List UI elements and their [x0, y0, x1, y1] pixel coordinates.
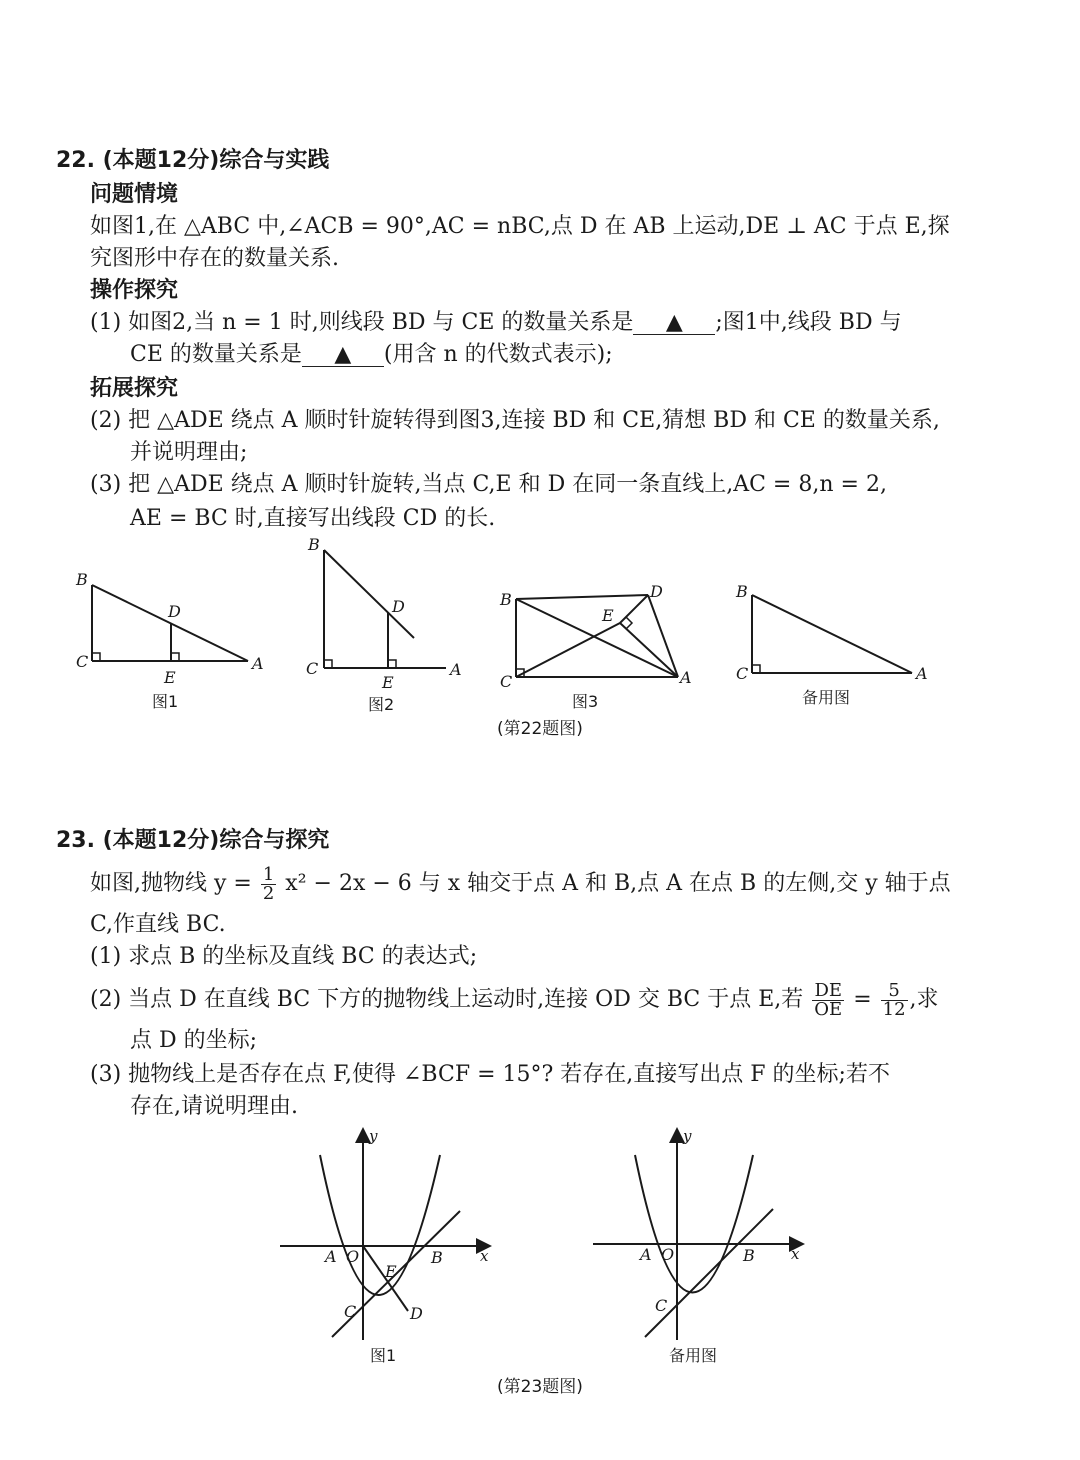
- q23-text-a: 如图,抛物线 y =: [90, 871, 252, 896]
- segment-CE: [516, 623, 620, 677]
- q23-figure-spare: [585, 1125, 815, 1375]
- fraction-denominator: 2: [262, 882, 275, 904]
- point-label-D: D: [168, 602, 181, 621]
- q22-part1-text-b: ;图1中,线段 BD 与: [715, 310, 902, 335]
- right-angle-mark: [92, 653, 100, 661]
- answer-blank: ▲: [633, 312, 715, 335]
- figure-caption: 图3: [572, 692, 599, 711]
- q22-part2-line1: (2) 把 △ADE 绕点 A 顺时针旋转得到图3,连接 BD 和 CE,猜想 BD 和 CE 的数量关系,: [90, 408, 940, 433]
- q23-text-b: x² − 2x − 6 与 x 轴交于点 A 和 B,点 A 在点 B 的左侧,交 y 轴于点: [285, 871, 951, 896]
- axis-label-x: x: [791, 1245, 800, 1263]
- axis-label-y: y: [369, 1127, 378, 1145]
- axis-label-x: x: [480, 1247, 489, 1265]
- point-label-B: B: [500, 590, 512, 609]
- point-label-C: C: [344, 1302, 357, 1321]
- fraction-5-over-12: [881, 979, 908, 1020]
- segment-BD: [324, 550, 414, 638]
- fraction-denominator: OE: [814, 998, 843, 1020]
- point-label-C: C: [306, 659, 319, 678]
- q23-figure-caption: (第23题图): [497, 1377, 583, 1397]
- point-label-B: B: [431, 1248, 443, 1267]
- right-angle-mark: [324, 660, 332, 668]
- point-label-O: O: [346, 1247, 360, 1266]
- q23-part3-line2: 存在,请说明理由.: [130, 1094, 298, 1119]
- point-label-B: B: [308, 535, 320, 554]
- point-label-A: A: [252, 654, 264, 673]
- point-label-D: D: [392, 597, 405, 616]
- fraction-numerator: 5: [881, 982, 908, 1001]
- equals-sign: =: [853, 987, 872, 1012]
- fraction-numerator: 1: [262, 863, 275, 885]
- figure-caption: 备用图: [802, 688, 851, 707]
- q22-figure-spare: [728, 575, 948, 725]
- point-label-O: O: [661, 1245, 675, 1264]
- q22-part1-line1: [90, 308, 970, 338]
- point-label-A: A: [640, 1245, 652, 1264]
- right-angle-mark: [752, 665, 760, 673]
- segment-BD: [516, 595, 648, 599]
- q23-part1: (1) 求点 B 的坐标及直线 BC 的表达式;: [90, 944, 478, 969]
- q22-section-problem: 问题情境: [90, 182, 179, 207]
- point-label-E: E: [382, 673, 394, 692]
- q23-part3-line1: (3) 抛物线上是否存在点 F,使得 ∠BCF = 15°? 若存在,直接写出点 F 的坐标;若不: [90, 1062, 890, 1087]
- fraction-DE-over-OE: [812, 979, 844, 1020]
- q22-part3-line2: AE = BC 时,直接写出线段 CD 的长.: [130, 506, 496, 531]
- q22-title: 22. (本题12分)综合与实践: [56, 148, 330, 173]
- segment-BA: [752, 595, 912, 673]
- q22-part3-line1: (3) 把 △ADE 绕点 A 顺时针旋转,当点 C,E 和 D 在同一条直线上,AC = 8,n = 2,: [90, 472, 887, 497]
- q23-part2-line2: 点 D 的坐标;: [130, 1028, 258, 1053]
- figure-caption: 备用图: [669, 1346, 718, 1365]
- answer-blank: ▲: [302, 344, 384, 367]
- right-angle-mark: [626, 617, 632, 629]
- segment-AE: [620, 623, 678, 677]
- figure-caption: 图1: [152, 692, 179, 711]
- figure-caption: 图2: [368, 695, 395, 714]
- q22-section-operation: 操作探究: [90, 278, 179, 303]
- point-label-A: A: [450, 660, 462, 679]
- fraction-numerator: DE: [812, 982, 844, 1001]
- point-label-E: E: [164, 668, 176, 687]
- q22-part2-line2: 并说明理由;: [130, 440, 248, 465]
- point-label-D: D: [410, 1304, 423, 1323]
- q22-part1-text-a: (1) 如图2,当 n = 1 时,则线段 BD 与 CE 的数量关系是: [90, 310, 634, 335]
- right-angle-mark: [388, 660, 396, 668]
- q22-part1-text-c: CE 的数量关系是: [130, 342, 302, 367]
- q23-part2-line1: [90, 980, 970, 1020]
- point-label-C: C: [500, 672, 513, 691]
- q23-part2-text-a: (2) 当点 D 在直线 BC 下方的抛物线上运动时,连接 OD 交 BC 于点 E,若: [90, 987, 804, 1012]
- q23-figure-1: [270, 1125, 500, 1375]
- right-angle-mark: [171, 653, 179, 661]
- axis-label-y: y: [683, 1127, 692, 1145]
- point-label-D: D: [650, 582, 663, 601]
- figure-caption: 图1: [370, 1346, 397, 1365]
- point-label-E: E: [385, 1262, 397, 1281]
- point-label-B: B: [76, 570, 88, 589]
- q23-statement-line1: [90, 864, 970, 904]
- point-label-A: A: [680, 668, 692, 687]
- point-label-B: B: [743, 1246, 755, 1265]
- segment-DE: [620, 595, 648, 623]
- q23-statement-line2: C,作直线 BC.: [90, 912, 226, 937]
- fraction-denominator: 12: [882, 998, 906, 1020]
- q22-figure-2: [296, 530, 476, 725]
- point-label-A: A: [916, 664, 928, 683]
- point-label-C: C: [76, 652, 89, 671]
- q22-part1-text-d: (用含 n 的代数式表示);: [383, 342, 613, 367]
- q22-statement-line1: 如图1,在 △ABC 中,∠ACB = 90°,AC = nBC,点 D 在 AB 上运动,DE ⊥ AC 于点 E,探: [90, 214, 950, 239]
- parabola-curve: [320, 1155, 440, 1295]
- q22-section-extension: 拓展探究: [90, 376, 179, 401]
- q22-figure-1: [70, 565, 270, 725]
- point-label-A: A: [325, 1247, 337, 1266]
- fraction-one-half: [261, 863, 276, 904]
- parabola-curve: [635, 1155, 753, 1293]
- point-label-C: C: [655, 1296, 668, 1315]
- q22-figure-3: [496, 575, 706, 725]
- q23-part2-text-b: ,求: [909, 987, 939, 1012]
- q22-figure-caption: (第22题图): [497, 719, 583, 739]
- q22-part1-line2: [130, 340, 1010, 370]
- q22-statement-line2: 究图形中存在的数量关系.: [90, 246, 339, 271]
- line-BC: [645, 1209, 773, 1337]
- point-label-C: C: [736, 664, 749, 683]
- q23-title: 23. (本题12分)综合与探究: [56, 828, 330, 853]
- point-label-E: E: [602, 606, 614, 625]
- point-label-B: B: [736, 582, 748, 601]
